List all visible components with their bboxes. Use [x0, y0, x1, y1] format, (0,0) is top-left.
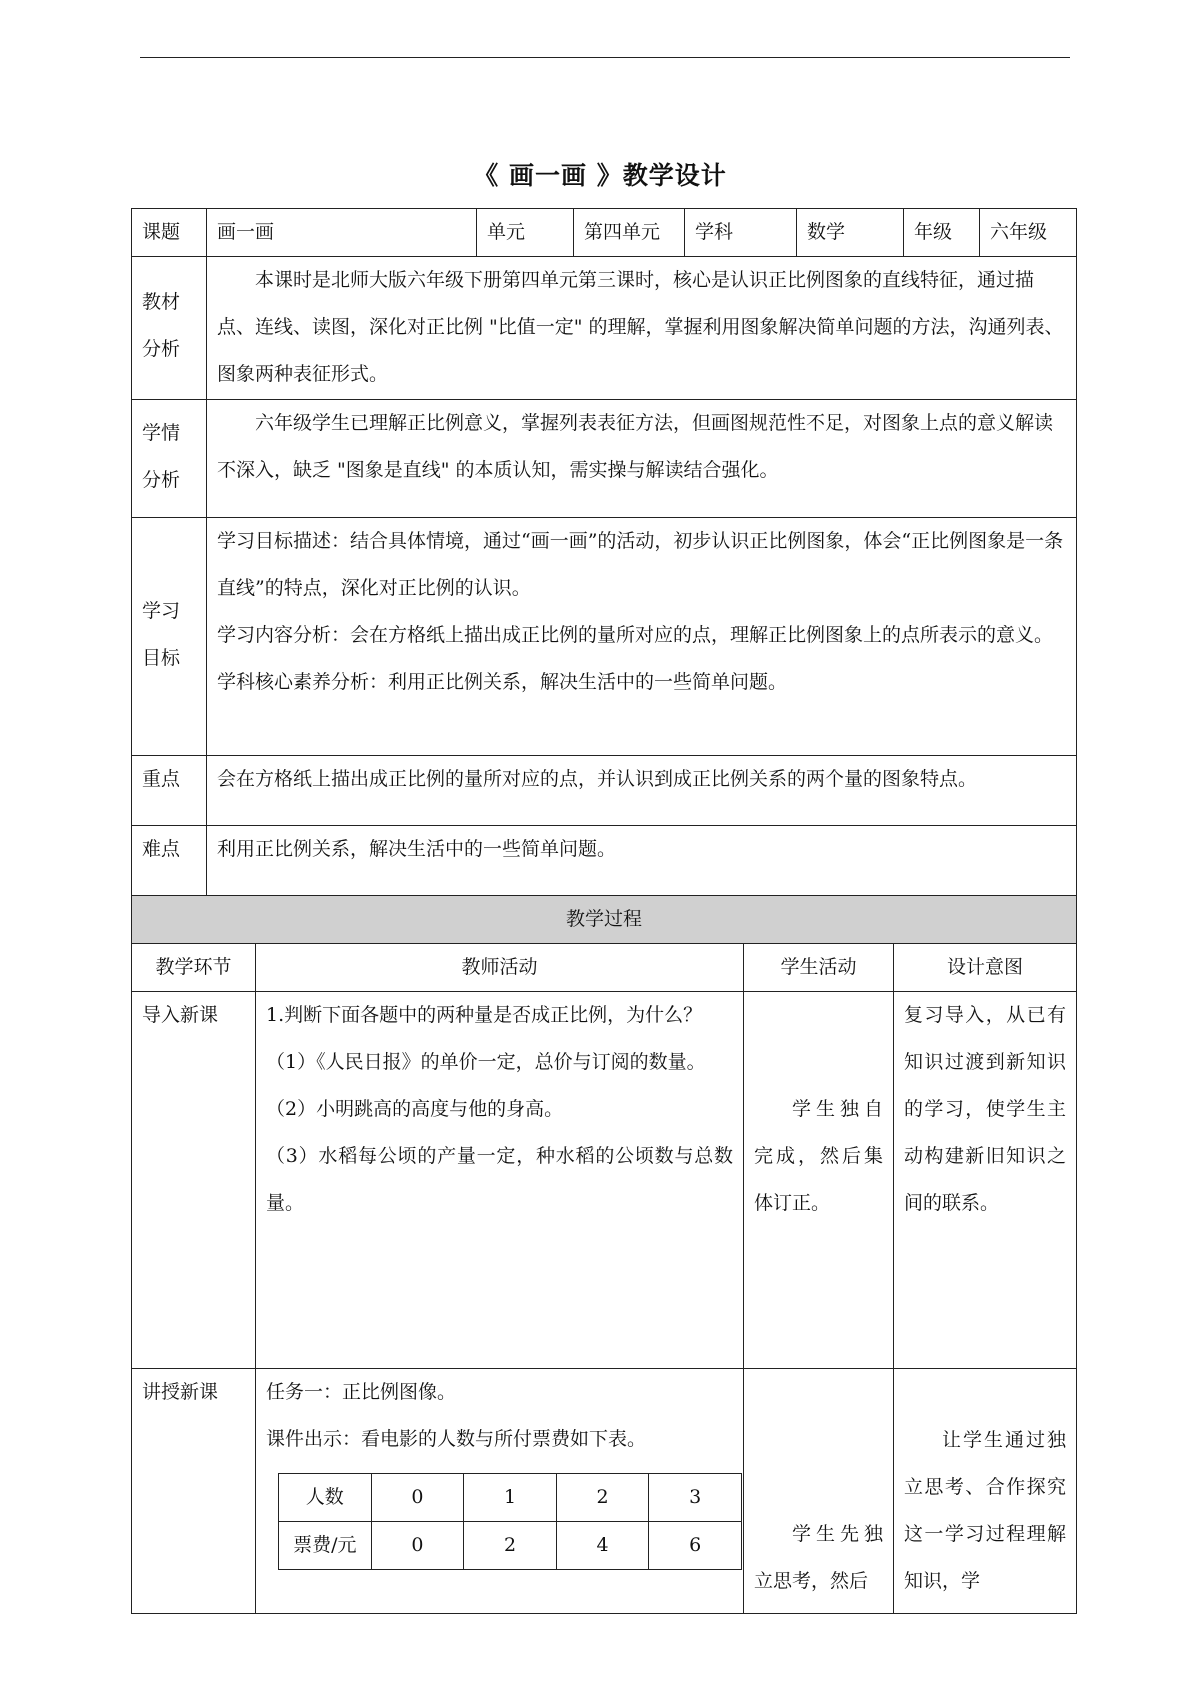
header-teacher: 教师活动: [256, 944, 744, 992]
material-label: 教材 分析: [132, 257, 207, 400]
price-cell: 1: [464, 1474, 557, 1522]
student-activity-intro: 学生独自完成，然后集体订正。: [744, 992, 894, 1369]
goal-label: 学习 目标: [132, 518, 207, 756]
stage-intro: 导入新课: [132, 992, 256, 1369]
price-cell: 2: [464, 1522, 557, 1570]
design-intent-intro: 复习导入，从已有知识过渡到新知识的学习，使学生主动构建新旧知识之间的联系。: [894, 992, 1077, 1369]
key-point-label: 重点: [132, 756, 207, 826]
student-analysis: 六年级学生已理解正比例意义，掌握列表表征方法，但画图规范性不足，对图象上点的意义解读不深入，缺乏 "图象是直线" 的本质认知，需实操与解读结合强化。: [207, 400, 1077, 518]
price-cell: 4: [556, 1522, 649, 1570]
stage-new-lesson: 讲授新课: [132, 1369, 256, 1614]
process-table: [131, 895, 1077, 1614]
process-band: 教学过程: [132, 896, 1077, 944]
unit-value: 第四单元: [574, 209, 685, 257]
subject-value: 数学: [797, 209, 904, 257]
student-analysis-label: 学情 分析: [132, 400, 207, 518]
design-intent-new: 让学生通过独立思考、合作探究这一学习过程理解知识，学: [894, 1369, 1077, 1614]
student-activity-new: 学生先独立思考，然后: [744, 1369, 894, 1614]
price-cell: 3: [649, 1474, 742, 1522]
topic-value: 画一画: [207, 209, 477, 257]
grade-value: 六年级: [980, 209, 1077, 257]
price-cell: 2: [556, 1474, 649, 1522]
header-intent: 设计意图: [894, 944, 1077, 992]
header-rule: [140, 57, 1070, 58]
price-cell: 0: [371, 1522, 464, 1570]
price-cell: 6: [649, 1522, 742, 1570]
info-table: [131, 208, 1077, 897]
header-stage: 教学环节: [132, 944, 256, 992]
key-point: 会在方格纸上描出成正比例的量所对应的点，并认识到成正比例关系的两个量的图象特点。: [207, 756, 1077, 826]
grade-label: 年级: [904, 209, 980, 257]
goal-content: 学习内容分析：会在方格纸上描出成正比例的量所对应的点，理解正比例图象上的点所表示的意义。: [217, 624, 1054, 646]
teacher-activity-intro: 1.判断下面各题中的两种量是否成正比例，为什么？ （1）《人民日报》的单价一定，总价与订阅的数量。 （2）小明跳高的高度与他的身高。 （3）水稻每公顷的产量一定，种水稻的公顷数与总数量。: [256, 992, 744, 1369]
price-cell: 0: [371, 1474, 464, 1522]
learning-goals: [207, 518, 1077, 756]
subject-label: 学科: [685, 209, 797, 257]
topic-label: 课题: [132, 209, 207, 257]
difficulty-point: 利用正比例关系，解决生活中的一些简单问题。: [207, 826, 1077, 897]
goal-literacy: 学科核心素养分析：利用正比例关系，解决生活中的一些简单问题。: [217, 671, 788, 693]
ticket-price-table: [278, 1473, 742, 1570]
price-cell: 票费/元: [279, 1522, 372, 1570]
unit-label: 单元: [477, 209, 574, 257]
header-student: 学生活动: [744, 944, 894, 992]
price-cell: 人数: [279, 1474, 372, 1522]
material-analysis: 本课时是北师大版六年级下册第四单元第三课时，核心是认识正比例图象的直线特征，通过描点、连线、读图，深化对正比例 "比值一定" 的理解，掌握利用图象解决简单问题的方法，沟通列表、图象两种表征形式。: [207, 257, 1077, 400]
document-title: 《 画一画 》教学设计: [473, 161, 727, 190]
goal-description: 学习目标描述：结合具体情境，通过“画一画”的活动，初步认识正比例图象，体会“正比例图象是一条直线”的特点，深化对正比例的认识。: [217, 530, 1064, 599]
difficulty-label: 难点: [132, 826, 207, 897]
teacher-activity-new: 任务一：正比例图像。 课件出示：看电影的人数与所付票费如下表。 人数 0 1 2 3 票费/元 0 2 4 6: [256, 1369, 744, 1614]
